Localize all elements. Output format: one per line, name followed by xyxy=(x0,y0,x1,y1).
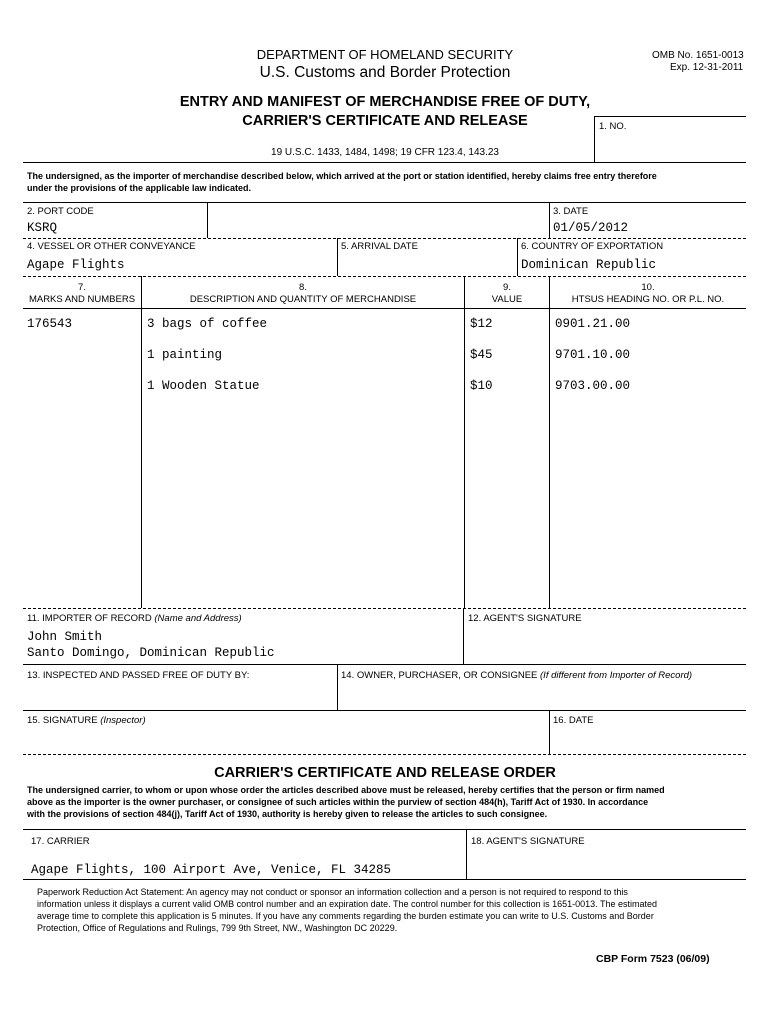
declaration-line1: The undersigned, as the importer of merchandise described below, which arrived at the port or station identified, hereby claims free entry therefore xyxy=(27,171,657,181)
agency-name: U.S. Customs and Border Protection xyxy=(259,64,511,81)
row2-value[interactable]: $45 xyxy=(470,348,493,362)
signature-label xyxy=(27,715,146,726)
importer-name[interactable]: John Smith xyxy=(27,630,103,644)
form-title-line2: CARRIER'S CERTIFICATE AND RELEASE xyxy=(242,113,528,129)
country-field[interactable]: Dominican Republic xyxy=(521,258,657,272)
no-box-top xyxy=(594,116,746,117)
port-code-label: 2. PORT CODE xyxy=(27,206,94,217)
signature-label-italic: (Inspector) xyxy=(100,715,146,726)
paperwork-line3: average time to complete this application is 5 minutes. If you have any comments regarding the burden estimate you can write to U.S. Customs and Border xyxy=(37,911,654,921)
carrier-divider xyxy=(466,829,467,879)
port-code-divider xyxy=(207,202,208,238)
col-marks-label: MARKS AND NUMBERS xyxy=(28,294,136,305)
signature-divider xyxy=(549,710,550,754)
importer-address[interactable]: Santo Domingo, Dominican Republic xyxy=(27,646,275,660)
row2-htsus[interactable]: 9701.10.00 xyxy=(555,348,631,362)
importer-label xyxy=(27,613,242,624)
col-desc-num: 8. xyxy=(299,282,307,293)
row3-htsus[interactable]: 9703.00.00 xyxy=(555,379,631,393)
inspected-divider xyxy=(337,664,338,710)
no-box-left xyxy=(594,116,595,162)
carrier-field[interactable]: Agape Flights, 100 Airport Ave, Venice, FL 34285 xyxy=(31,863,392,877)
owner-label-text: 14. OWNER, PURCHASER, OR CONSIGNEE xyxy=(341,670,538,681)
no-label: 1. NO. xyxy=(599,121,627,132)
carrier-agent-sig-label: 18. AGENT'S SIGNATURE xyxy=(471,836,585,847)
table-divider-1 xyxy=(141,276,142,608)
carrier-heading: CARRIER'S CERTIFICATE AND RELEASE ORDER xyxy=(214,765,556,781)
declaration-line2: under the provisions of the applicable law indicated. xyxy=(27,183,252,193)
importer-label-italic: (Name and Address) xyxy=(154,613,242,624)
no-field[interactable] xyxy=(596,134,744,160)
omb-number: OMB No. 1651-0013 xyxy=(652,50,744,61)
col-desc-label: DESCRIPTION AND QUANTITY OF MERCHANDISE xyxy=(189,294,417,305)
paperwork-line1: Paperwork Reduction Act Statement: An agency may not conduct or sponsor an information collection and a person is not required to respond to this xyxy=(37,887,628,897)
arrival-divider xyxy=(337,238,338,276)
row1-marks[interactable]: 176543 xyxy=(27,317,73,331)
agent-signature-field[interactable] xyxy=(468,627,742,661)
col-htsus-num: 10. xyxy=(641,282,655,293)
row3-value[interactable]: $10 xyxy=(470,379,493,393)
rule-top xyxy=(23,162,746,163)
carrier-agent-sig-field[interactable] xyxy=(471,850,743,877)
carrier-text-line2: above as the importer is the owner purchaser, or consignee of such articles within the purview of section 484(h), Tariff Act of 1930. In accordance xyxy=(27,797,649,807)
importer-label-text: 11. IMPORTER OF RECORD xyxy=(27,613,152,624)
date-divider xyxy=(549,202,550,238)
rule-row2 xyxy=(23,238,746,239)
arrival-field[interactable] xyxy=(341,254,513,274)
rule-table-bottom xyxy=(23,608,746,609)
expiration-date: Exp. 12-31-2011 xyxy=(670,62,744,73)
port-code-field[interactable]: KSRQ xyxy=(27,221,58,235)
date-label: 3. DATE xyxy=(553,206,589,217)
rule-inspection-bottom xyxy=(23,710,746,711)
rule-carrier-top xyxy=(23,829,746,830)
date16-label: 16. DATE xyxy=(553,715,594,726)
department-name: DEPARTMENT OF HOMELAND SECURITY xyxy=(256,47,514,62)
statutes: 19 U.S.C. 1433, 1484, 1498; 19 CFR 123.4, 143.23 xyxy=(271,147,499,158)
arrival-label: 5. ARRIVAL DATE xyxy=(341,241,418,252)
row3-desc[interactable]: 1 Wooden Statue xyxy=(147,379,260,393)
signature-label-text: 15. SIGNATURE xyxy=(27,715,98,726)
rule-decl-bottom xyxy=(23,202,746,203)
inspected-label: 13. INSPECTED AND PASSED FREE OF DUTY BY: xyxy=(27,670,250,681)
col-value-label: VALUE xyxy=(491,294,523,305)
rule-row3 xyxy=(23,276,746,277)
row1-value[interactable]: $12 xyxy=(470,317,493,331)
rule-table-header xyxy=(23,308,746,309)
rule-importer-bottom xyxy=(23,664,746,665)
carrier-label: 17. CARRIER xyxy=(31,836,90,847)
importer-divider xyxy=(463,608,464,664)
vessel-label: 4. VESSEL OR OTHER CONVEYANCE xyxy=(27,241,196,252)
country-label: 6. COUNTRY OF EXPORTATION xyxy=(521,241,664,252)
col-marks-num: 7. xyxy=(78,282,86,293)
table-divider-2 xyxy=(464,276,465,608)
paperwork-line2: information unless it displays a current valid OMB control number and an expiration date. The control number for this collection is 1651-0013. The estimated xyxy=(37,899,657,909)
carrier-text-line3: with the provisions of section 484(j), Tariff Act of 1930, authority is hereby given to release the articles to such consignee. xyxy=(27,809,548,819)
rule-signature-bottom xyxy=(23,754,746,755)
owner-field[interactable] xyxy=(341,684,741,708)
carrier-text-line1: The undersigned carrier, to whom or upon whose order the articles described above must be released, hereby certifies that the person or firm named xyxy=(27,785,665,795)
owner-label xyxy=(341,670,692,681)
vessel-field[interactable]: Agape Flights xyxy=(27,258,125,272)
country-divider xyxy=(517,238,518,276)
row2-desc[interactable]: 1 painting xyxy=(147,348,223,362)
col-value-num: 9. xyxy=(503,282,511,293)
col-htsus-label: HTSUS HEADING NO. OR P.L. NO. xyxy=(571,294,725,305)
date-field[interactable]: 01/05/2012 xyxy=(553,221,629,235)
rule-carrier-bottom xyxy=(23,879,746,880)
row1-desc[interactable]: 3 bags of coffee xyxy=(147,317,268,331)
form-title-line1: ENTRY AND MANIFEST OF MERCHANDISE FREE OF DUTY, xyxy=(179,94,591,110)
row1-htsus[interactable]: 0901.21.00 xyxy=(555,317,631,331)
paperwork-line4: Protection, Office of Regulations and Rulings, 799 9th Street, NW., Washington DC 20229. xyxy=(37,923,398,933)
date16-field[interactable] xyxy=(553,728,743,752)
table-divider-3 xyxy=(549,276,550,608)
owner-label-italic: (If different from Importer of Record) xyxy=(540,670,693,681)
inspector-signature-field[interactable] xyxy=(27,728,545,752)
form-id: CBP Form 7523 (06/09) xyxy=(596,953,710,965)
agent-signature-label: 12. AGENT'S SIGNATURE xyxy=(468,613,582,624)
